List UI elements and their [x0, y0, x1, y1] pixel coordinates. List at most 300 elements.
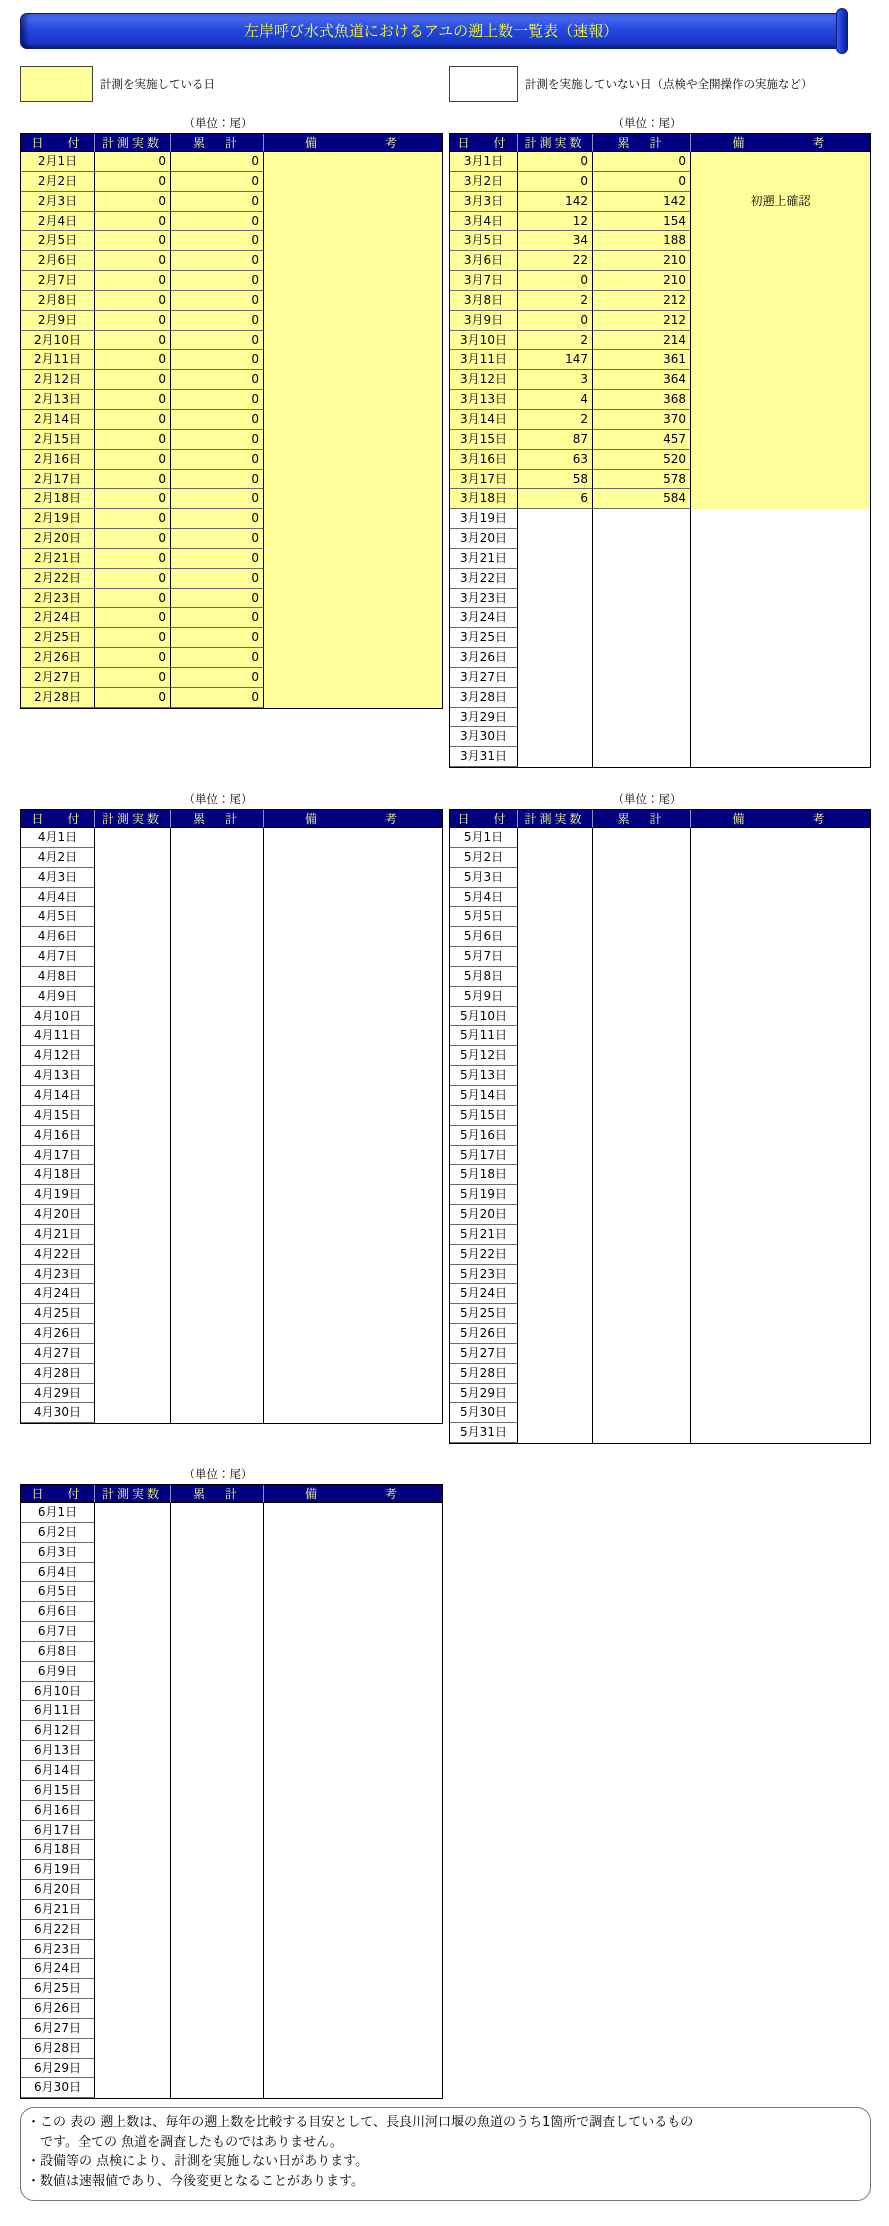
note-cell	[264, 1582, 443, 1602]
note-cell	[264, 410, 443, 430]
date-cell: 3月12日	[450, 370, 518, 390]
table-row	[21, 1106, 443, 1126]
total-cell	[171, 888, 264, 908]
note-cell	[264, 192, 443, 212]
note-cell	[264, 628, 443, 648]
table-row	[450, 967, 871, 987]
date-cell: 5月1日	[450, 828, 518, 848]
count-cell	[95, 967, 171, 987]
count-cell	[95, 1245, 171, 1265]
table-row	[450, 1364, 871, 1384]
note-cell	[264, 231, 443, 251]
table-june	[20, 1465, 443, 2099]
table-row	[450, 430, 871, 450]
count-cell: 58	[518, 470, 593, 490]
note-cell	[264, 1126, 443, 1146]
table-row	[450, 608, 871, 628]
note-cell	[691, 1007, 871, 1027]
total-cell: 210	[593, 251, 691, 271]
note-cell	[264, 668, 443, 688]
note-cell	[264, 1165, 443, 1185]
note-cell	[691, 370, 871, 390]
header-count: 計測実数	[518, 134, 593, 152]
total-cell: 578	[593, 470, 691, 490]
date-cell: 5月2日	[450, 848, 518, 868]
note-cell	[691, 688, 871, 708]
header-note: 備 考	[691, 810, 871, 828]
table-row	[21, 1126, 443, 1146]
table-row	[450, 251, 871, 271]
note-cell	[691, 1364, 871, 1384]
count-cell	[95, 1205, 171, 1225]
date-cell: 3月5日	[450, 231, 518, 251]
table-row	[21, 1146, 443, 1166]
total-cell: 370	[593, 410, 691, 430]
count-cell: 0	[95, 311, 171, 331]
total-cell	[171, 1165, 264, 1185]
table-row	[450, 1205, 871, 1225]
note-cell	[264, 390, 443, 410]
header-total: 累 計	[171, 1485, 264, 1503]
table-row	[450, 450, 871, 470]
unit-label: （単位：尾）	[183, 116, 253, 130]
header-count: 計測実数	[95, 810, 171, 828]
total-cell: 210	[593, 271, 691, 291]
date-cell: 4月21日	[21, 1225, 95, 1245]
date-cell: 3月10日	[450, 331, 518, 351]
date-cell: 4月6日	[21, 927, 95, 947]
note-cell	[264, 1086, 443, 1106]
table-row	[21, 828, 443, 848]
header-date: 日 付	[21, 1485, 95, 1503]
table-row	[21, 927, 443, 947]
date-cell: 6月4日	[21, 1563, 95, 1583]
note-cell	[264, 489, 443, 509]
date-cell: 5月20日	[450, 1205, 518, 1225]
note-cell	[264, 1682, 443, 1702]
note-cell	[691, 1026, 871, 1046]
note-cell	[264, 1324, 443, 1344]
count-cell: 0	[95, 569, 171, 589]
total-cell	[593, 1384, 691, 1404]
count-cell: 0	[95, 529, 171, 549]
note-cell	[691, 1284, 871, 1304]
date-cell: 6月9日	[21, 1662, 95, 1682]
table-row	[21, 1582, 443, 1602]
table-row	[21, 331, 443, 351]
table-row	[21, 1801, 443, 1821]
total-cell: 0	[171, 608, 264, 628]
count-cell	[518, 1304, 593, 1324]
total-cell	[171, 1265, 264, 1285]
count-cell: 0	[95, 489, 171, 509]
total-cell: 368	[593, 390, 691, 410]
total-cell	[593, 1165, 691, 1185]
total-cell	[171, 1066, 264, 1086]
table-row	[450, 470, 871, 490]
date-cell: 4月27日	[21, 1344, 95, 1364]
date-cell: 2月2日	[21, 172, 95, 192]
count-cell	[95, 1821, 171, 1841]
note-cell	[264, 608, 443, 628]
total-cell	[171, 1860, 264, 1880]
count-cell: 0	[95, 192, 171, 212]
table-row	[450, 727, 871, 747]
total-cell	[171, 1840, 264, 1860]
total-cell	[171, 947, 264, 967]
count-cell: 142	[518, 192, 593, 212]
table-row	[450, 350, 871, 370]
date-cell: 2月16日	[21, 450, 95, 470]
table-row	[450, 1423, 871, 1443]
table-row	[21, 1324, 443, 1344]
date-cell: 6月3日	[21, 1543, 95, 1563]
date-cell: 5月24日	[450, 1284, 518, 1304]
count-cell: 87	[518, 430, 593, 450]
table-row	[450, 1046, 871, 1066]
note-cell	[691, 1384, 871, 1404]
total-cell	[593, 1106, 691, 1126]
count-cell	[518, 1245, 593, 1265]
count-cell: 0	[95, 291, 171, 311]
date-cell: 5月12日	[450, 1046, 518, 1066]
header-date: 日 付	[21, 810, 95, 828]
count-cell	[518, 927, 593, 947]
table-row	[450, 370, 871, 390]
count-cell	[518, 1146, 593, 1166]
table-row	[21, 1304, 443, 1324]
table-row	[450, 291, 871, 311]
count-cell: 3	[518, 370, 593, 390]
date-cell: 5月9日	[450, 987, 518, 1007]
total-cell	[593, 1304, 691, 1324]
count-cell	[95, 1384, 171, 1404]
table-row	[450, 708, 871, 728]
note-cell	[264, 1026, 443, 1046]
count-cell	[95, 1304, 171, 1324]
note-cell	[264, 450, 443, 470]
count-cell	[518, 1265, 593, 1285]
note-cell	[264, 1979, 443, 1999]
note-cell	[264, 1066, 443, 1086]
total-cell: 0	[171, 172, 264, 192]
count-cell: 0	[95, 509, 171, 529]
count-cell: 2	[518, 331, 593, 351]
total-cell: 0	[171, 648, 264, 668]
date-cell: 2月15日	[21, 430, 95, 450]
note-cell	[264, 1781, 443, 1801]
note-cell	[264, 1622, 443, 1642]
date-cell: 5月11日	[450, 1026, 518, 1046]
count-cell	[95, 1146, 171, 1166]
note-cell	[264, 569, 443, 589]
table-row	[21, 1007, 443, 1027]
note-cell	[264, 311, 443, 331]
table-row	[450, 549, 871, 569]
note-cell	[264, 251, 443, 271]
table-row	[21, 1999, 443, 2019]
total-cell: 0	[171, 549, 264, 569]
count-cell	[518, 628, 593, 648]
total-cell	[171, 987, 264, 1007]
table-row	[21, 1165, 443, 1185]
count-cell: 0	[95, 668, 171, 688]
count-cell: 0	[95, 589, 171, 609]
note-cell	[691, 589, 871, 609]
date-cell: 3月20日	[450, 529, 518, 549]
date-cell: 4月8日	[21, 967, 95, 987]
date-cell: 3月8日	[450, 291, 518, 311]
note-cell	[691, 727, 871, 747]
note-cell	[264, 907, 443, 927]
date-cell: 2月1日	[21, 152, 95, 172]
note-cell	[691, 967, 871, 987]
total-cell	[171, 1245, 264, 1265]
table-row	[21, 1066, 443, 1086]
note-cell	[264, 1503, 443, 1523]
date-cell: 5月6日	[450, 927, 518, 947]
note-cell	[264, 1959, 443, 1979]
date-cell: 6月26日	[21, 1999, 95, 2019]
total-cell	[171, 1007, 264, 1027]
total-cell	[593, 1225, 691, 1245]
table-row	[21, 1622, 443, 1642]
table-row	[450, 509, 871, 529]
total-cell	[171, 1126, 264, 1146]
date-cell: 3月11日	[450, 350, 518, 370]
table-row	[21, 1205, 443, 1225]
table-row	[21, 311, 443, 331]
count-cell: 0	[95, 152, 171, 172]
total-cell	[171, 1563, 264, 1583]
date-cell: 5月19日	[450, 1185, 518, 1205]
date-cell: 2月13日	[21, 390, 95, 410]
date-cell: 5月21日	[450, 1225, 518, 1245]
count-cell	[518, 1423, 593, 1443]
date-cell: 4月3日	[21, 868, 95, 888]
total-cell: 0	[593, 172, 691, 192]
note-cell	[264, 1225, 443, 1245]
total-cell	[593, 1284, 691, 1304]
count-cell	[518, 589, 593, 609]
table-row	[21, 251, 443, 271]
total-cell	[593, 1026, 691, 1046]
table-row	[450, 1344, 871, 1364]
total-cell	[171, 1701, 264, 1721]
table-row	[21, 2039, 443, 2059]
note-cell	[691, 1225, 871, 1245]
table-row	[21, 370, 443, 390]
date-cell: 4月9日	[21, 987, 95, 1007]
total-cell	[171, 1364, 264, 1384]
date-cell: 2月10日	[21, 331, 95, 351]
date-cell: 3月26日	[450, 648, 518, 668]
total-cell: 154	[593, 212, 691, 232]
note-cell	[264, 2059, 443, 2079]
date-cell: 4月28日	[21, 1364, 95, 1384]
table-row	[21, 1403, 443, 1423]
table-row	[450, 688, 871, 708]
table-row	[21, 271, 443, 291]
table-row	[450, 1384, 871, 1404]
total-cell	[593, 509, 691, 529]
table-row	[450, 569, 871, 589]
count-cell	[518, 1066, 593, 1086]
table-row	[450, 489, 871, 509]
note-cell	[264, 987, 443, 1007]
table-row	[21, 688, 443, 708]
date-cell: 3月14日	[450, 410, 518, 430]
note-cell	[691, 1403, 871, 1423]
note-cell	[691, 1046, 871, 1066]
date-cell: 3月18日	[450, 489, 518, 509]
total-cell	[171, 1801, 264, 1821]
table-row	[450, 628, 871, 648]
table-row	[21, 1721, 443, 1741]
date-cell: 6月22日	[21, 1920, 95, 1940]
date-cell: 3月4日	[450, 212, 518, 232]
table-row	[21, 947, 443, 967]
table-row	[21, 1185, 443, 1205]
count-cell	[95, 1324, 171, 1344]
total-cell	[593, 1126, 691, 1146]
table-row	[450, 1007, 871, 1027]
count-cell: 0	[95, 608, 171, 628]
note-cell	[691, 1304, 871, 1324]
count-cell	[518, 569, 593, 589]
total-cell: 364	[593, 370, 691, 390]
note-cell	[691, 1106, 871, 1126]
count-cell	[518, 668, 593, 688]
table-row	[21, 1741, 443, 1761]
table-row	[21, 907, 443, 927]
date-cell: 2月11日	[21, 350, 95, 370]
table-row	[21, 1086, 443, 1106]
count-cell	[518, 947, 593, 967]
note-cell	[691, 529, 871, 549]
table-row	[450, 152, 871, 172]
total-cell: 0	[171, 470, 264, 490]
table-row	[21, 1225, 443, 1245]
date-cell: 5月13日	[450, 1066, 518, 1086]
table-row	[21, 450, 443, 470]
count-cell	[95, 1840, 171, 1860]
total-cell	[171, 907, 264, 927]
table-row	[21, 529, 443, 549]
table-row	[450, 331, 871, 351]
table-row	[21, 1761, 443, 1781]
note-cell	[691, 549, 871, 569]
date-cell: 5月29日	[450, 1384, 518, 1404]
count-cell	[518, 1126, 593, 1146]
table-row	[21, 1880, 443, 1900]
total-cell: 0	[171, 311, 264, 331]
total-cell: 0	[171, 331, 264, 351]
note-cell	[264, 152, 443, 172]
date-cell: 3月27日	[450, 668, 518, 688]
table-row	[21, 410, 443, 430]
date-cell: 6月25日	[21, 1979, 95, 1999]
header-total: 累 計	[171, 134, 264, 152]
table-row	[21, 888, 443, 908]
note-cell	[691, 1066, 871, 1086]
table-row	[21, 1682, 443, 1702]
count-cell	[95, 2039, 171, 2059]
date-cell: 2月4日	[21, 212, 95, 232]
header-note: 備 考	[264, 810, 443, 828]
note-cell	[691, 987, 871, 1007]
total-cell	[593, 947, 691, 967]
note-cell	[691, 608, 871, 628]
total-cell	[593, 868, 691, 888]
count-cell	[518, 1324, 593, 1344]
count-cell: 4	[518, 390, 593, 410]
total-cell: 0	[171, 569, 264, 589]
count-cell	[518, 747, 593, 767]
count-cell	[518, 529, 593, 549]
note-cell	[691, 152, 871, 172]
table-row	[450, 947, 871, 967]
count-cell	[95, 828, 171, 848]
total-cell	[593, 747, 691, 767]
table-header	[20, 133, 443, 152]
table-row	[450, 1403, 871, 1423]
header-count: 計測実数	[518, 810, 593, 828]
note-cell	[264, 1999, 443, 2019]
count-cell: 0	[95, 172, 171, 192]
count-cell: 63	[518, 450, 593, 470]
total-cell: 0	[171, 251, 264, 271]
note-cell	[691, 311, 871, 331]
count-cell	[518, 907, 593, 927]
count-cell	[95, 1265, 171, 1285]
count-cell	[518, 1284, 593, 1304]
table-row	[21, 152, 443, 172]
count-cell: 0	[95, 231, 171, 251]
count-cell	[95, 848, 171, 868]
date-cell: 4月29日	[21, 1384, 95, 1404]
table-row	[450, 747, 871, 767]
date-cell: 6月2日	[21, 1523, 95, 1543]
note-cell	[264, 430, 443, 450]
count-cell	[95, 1403, 171, 1423]
count-cell	[95, 1344, 171, 1364]
count-cell	[518, 1205, 593, 1225]
date-cell: 5月14日	[450, 1086, 518, 1106]
table-body	[449, 152, 871, 768]
table-row	[450, 1304, 871, 1324]
note-cell	[264, 212, 443, 232]
total-cell: 457	[593, 430, 691, 450]
count-cell	[518, 509, 593, 529]
table-row	[450, 1126, 871, 1146]
table-row	[21, 668, 443, 688]
note-cell	[264, 1245, 443, 1265]
total-cell: 0	[171, 212, 264, 232]
count-cell	[95, 1999, 171, 2019]
total-cell	[593, 569, 691, 589]
date-cell: 2月7日	[21, 271, 95, 291]
note-cell	[264, 509, 443, 529]
table-row	[21, 489, 443, 509]
total-cell	[593, 549, 691, 569]
table-row	[450, 848, 871, 868]
date-cell: 5月7日	[450, 947, 518, 967]
total-cell: 0	[171, 390, 264, 410]
date-cell: 3月24日	[450, 608, 518, 628]
date-cell: 5月8日	[450, 967, 518, 987]
date-cell: 5月3日	[450, 868, 518, 888]
